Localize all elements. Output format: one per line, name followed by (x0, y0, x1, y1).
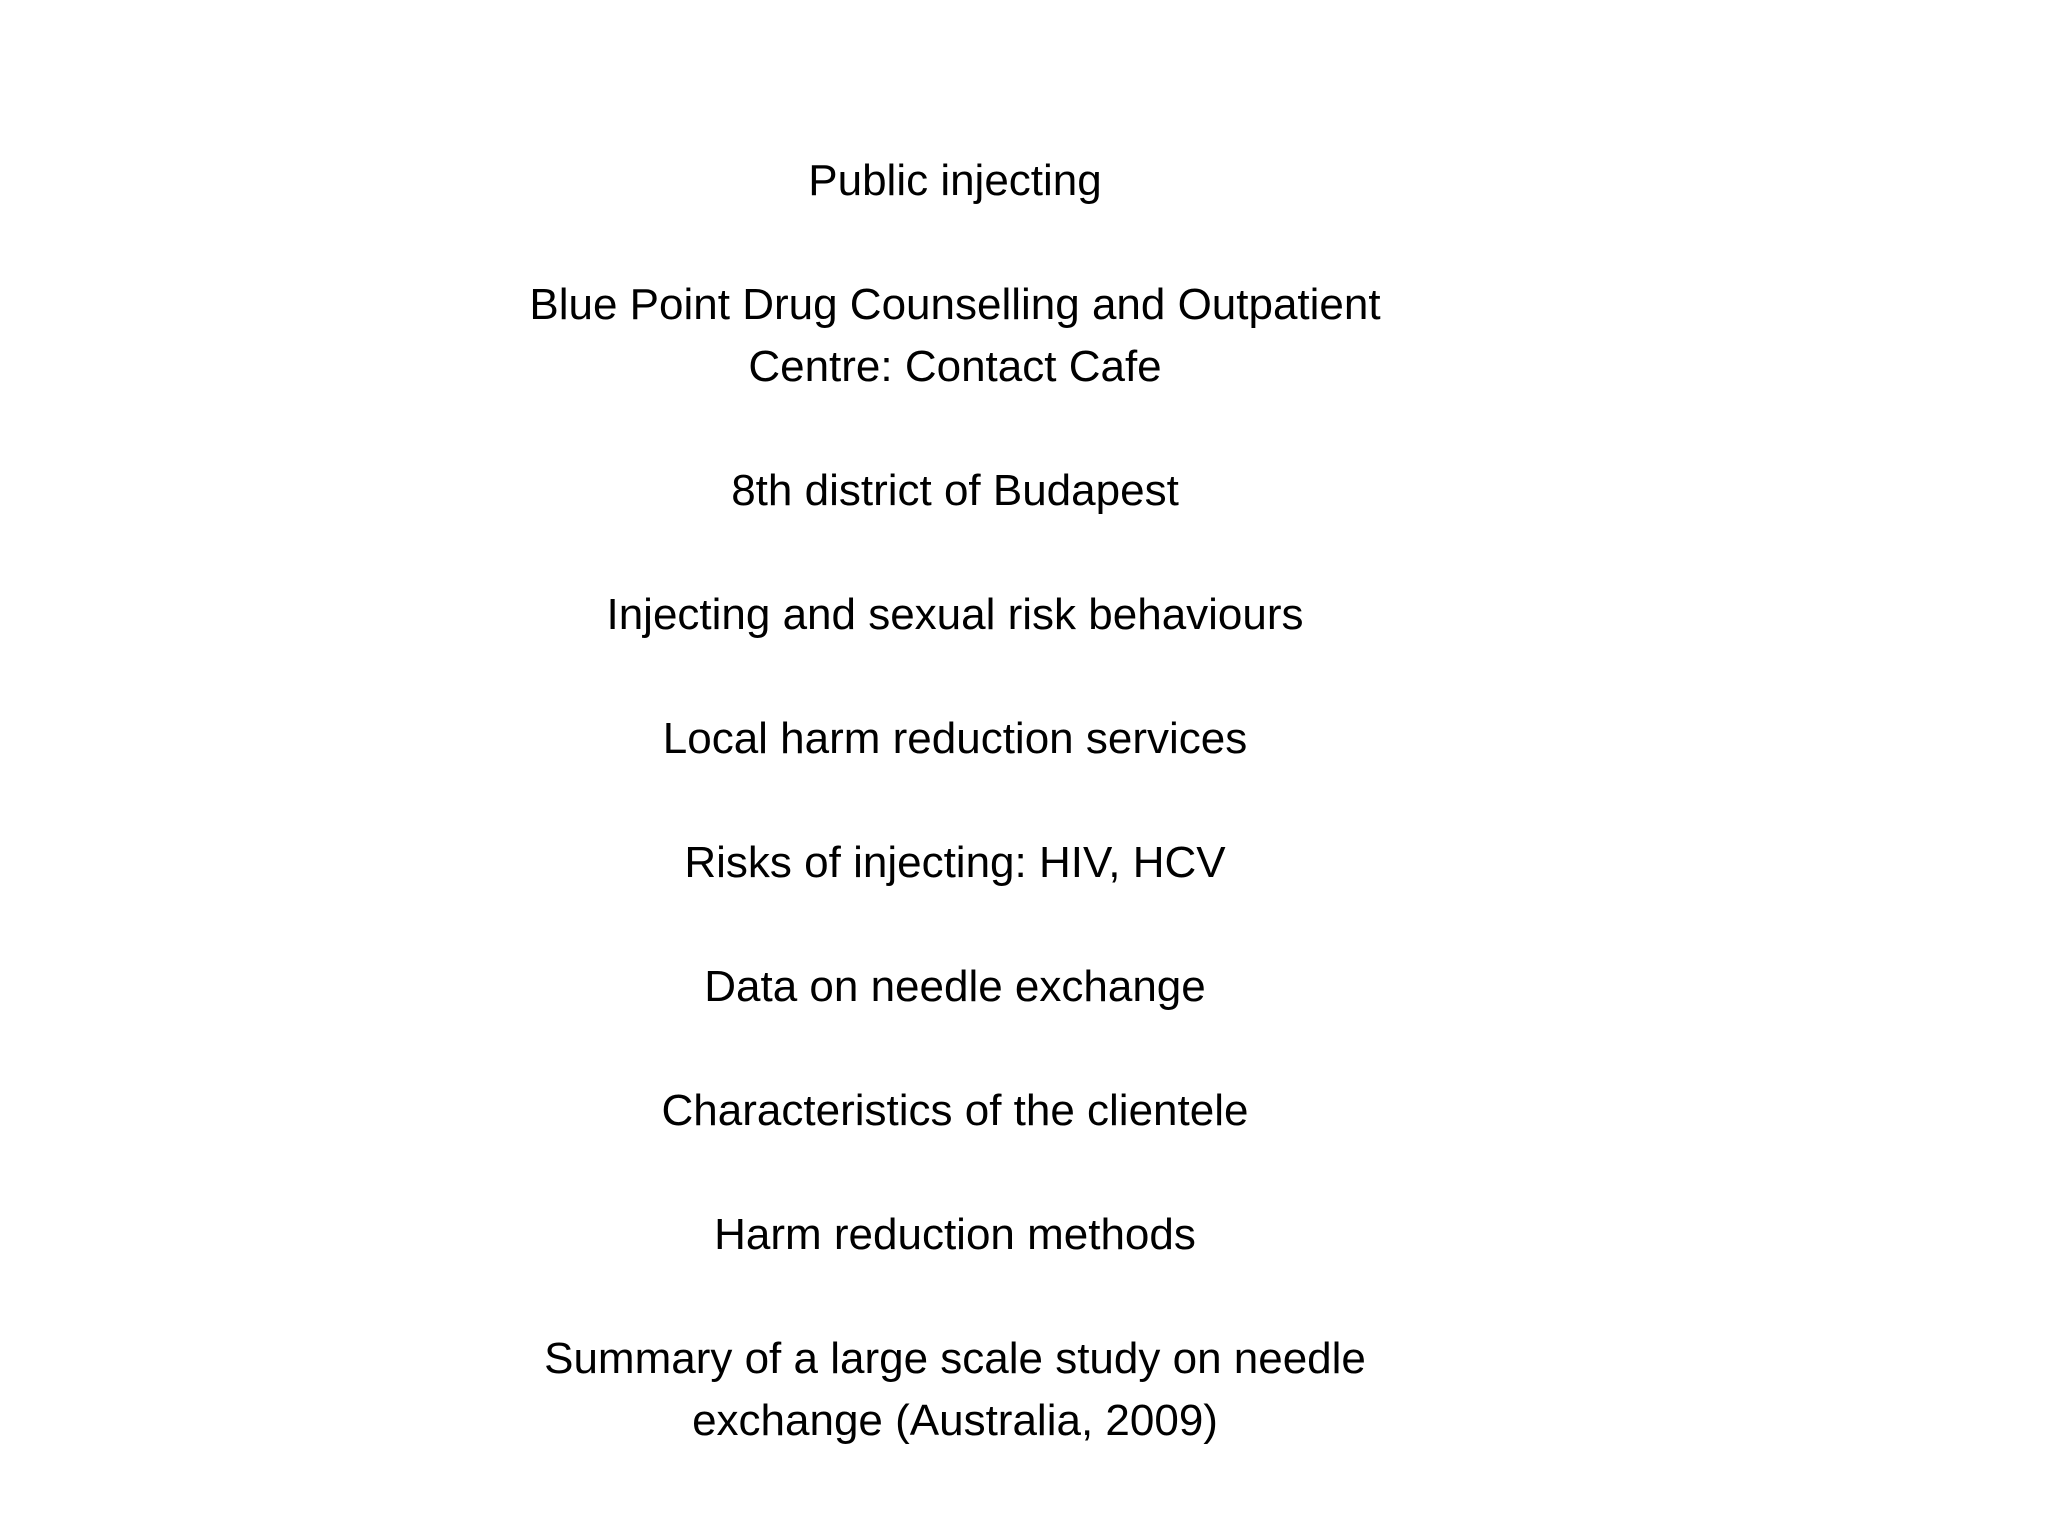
topic-public-injecting: Public injecting (808, 156, 1102, 205)
topic-local-services: Local harm reduction services (662, 714, 1248, 763)
topic-injecting-risks: Risks of injecting: HIV, HCV (684, 838, 1226, 887)
topic-clientele: Characteristics of the clientele (661, 1086, 1249, 1135)
topic-8th-district: 8th district of Budapest (731, 466, 1179, 515)
topic-risk-behaviours: Injecting and sexual risk behaviours (606, 590, 1304, 639)
topic-blue-point-centre: Blue Point Drug Counselling and Outpatient Centre: Contact Cafe (529, 280, 1381, 391)
topic-list (450, 150, 1460, 1452)
topic-needle-exchange-data: Data on needle exchange (704, 962, 1206, 1011)
topic-harm-reduction-methods: Harm reduction methods (714, 1210, 1196, 1259)
topic-australia-study: Summary of a large scale study on needle exchange (Australia, 2009) (544, 1334, 1366, 1445)
